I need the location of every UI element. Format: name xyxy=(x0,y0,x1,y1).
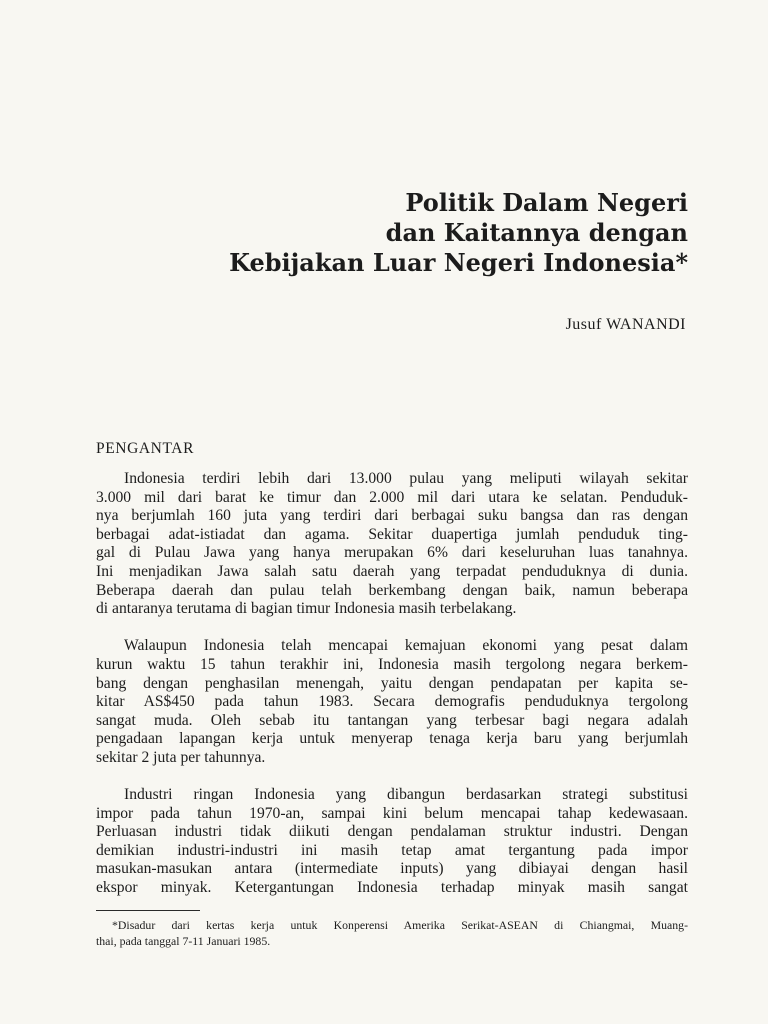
text-line: kitar AS$450 pada tahun 1983. Secara demografis penduduknya tergolong xyxy=(96,693,688,711)
text-line: nya berjumlah 160 juta yang terdiri dari berbagai suku bangsa dan ras dengan xyxy=(96,507,688,525)
text-line: ekspor minyak. Ketergantungan Indonesia terhadap minyak masih sangat xyxy=(96,879,688,897)
text-line: masukan-masukan antara (intermediate inputs) yang dibiayai dengan hasil xyxy=(96,860,688,878)
text-line: demikian industri-industri ini masih tetap amat tergantung pada impor xyxy=(96,841,688,859)
text-line: Indonesia terdiri lebih dari 13.000 pulau yang meliputi wilayah sekitar xyxy=(124,470,688,487)
text-line: sangat muda. Oleh sebab itu tantangan yang terbesar bagi negara adalah xyxy=(96,711,688,729)
paragraph-1 xyxy=(96,470,688,619)
text-line: berbagai adat-istiadat dan agama. Sekitar duapertiga jumlah penduduk ting- xyxy=(96,525,688,543)
article-body xyxy=(96,470,688,916)
title-line-1: Politik Dalam Negeri xyxy=(405,188,688,217)
footnote-line: *Disadur dari kertas kerja untuk Konperensi Amerika Serikat-ASEAN di Chiangmai, Muang- xyxy=(112,918,688,932)
title-line-2: dan Kaitannya dengan xyxy=(385,218,688,247)
author-name: Jusuf WANANDI xyxy=(565,316,686,333)
text-line: sekitar 2 juta per tahunnya. xyxy=(96,748,266,766)
section-heading: PENGANTAR xyxy=(96,440,195,457)
footnote-line: thai, pada tanggal 7-11 Januari 1985. xyxy=(96,934,271,948)
text-line: Industri ringan Indonesia yang dibangun berdasarkan strategi substitusi xyxy=(124,786,688,804)
text-line: pengadaan lapangan kerja untuk menyerap tenaga kerja baru yang berjumlah xyxy=(96,730,688,748)
footnote-divider xyxy=(96,910,200,911)
text-line: 3.000 mil dari barat ke timur dan 2.000 mil dari utara ke selatan. Penduduk- xyxy=(96,488,688,506)
text-line: Beberapa daerah dan pulau telah berkembang dengan baik, namun beberapa xyxy=(96,581,688,599)
text-line: kurun waktu 15 tahun terakhir ini, Indonesia masih tergolong negara berkem- xyxy=(96,655,688,673)
title-line-3: Kebijakan Luar Negeri Indonesia* xyxy=(229,248,688,277)
paragraph-2 xyxy=(96,637,688,767)
text-line: bang dengan penghasilan menengah, yaitu dengan pendapatan per kapita se- xyxy=(96,674,688,692)
article-title xyxy=(128,188,688,278)
footnote xyxy=(96,917,688,949)
text-line: Walaupun Indonesia telah mencapai kemajuan ekonomi yang pesat dalam xyxy=(124,637,688,655)
paragraph-3 xyxy=(96,786,688,898)
text-line: impor pada tahun 1970-an, sampai kini belum mencapai tahap kedewasaan. xyxy=(96,804,688,822)
text-line: Perluasan industri tidak diikuti dengan pendalaman struktur industri. Dengan xyxy=(96,823,688,841)
text-line: gal di Pulau Jawa yang hanya merupakan 6% dari keseluruhan luas tanahnya. xyxy=(96,544,688,562)
text-line: Ini menjadikan Jawa salah satu daerah yang terpadat penduduknya di dunia. xyxy=(96,562,688,580)
text-line: di antaranya terutama di bagian timur Indonesia masih terbelakang. xyxy=(96,600,517,618)
